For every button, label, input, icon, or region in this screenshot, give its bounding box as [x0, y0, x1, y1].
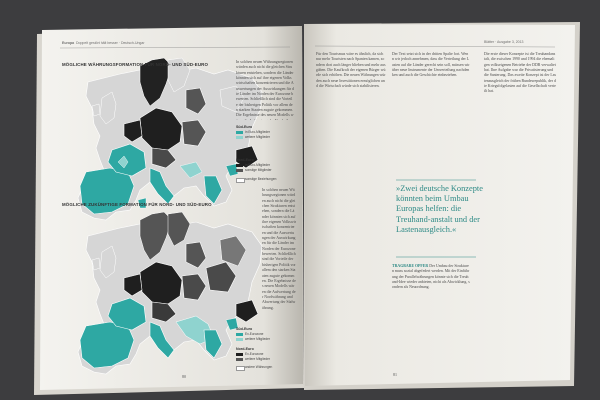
map1-legend-south-item-1: in Euro-Mitglieder	[245, 130, 270, 134]
map1-legend-note: sonstige Beziehungen	[245, 177, 277, 181]
map1-swatch-note	[236, 178, 245, 183]
map2-title: MÖGLICHE ZUKÜNFTIGE FORMATION FÜR NORD- UND SÜD-EURO	[62, 202, 212, 207]
right-page-column-3: Die erste dieser Konzepte ist die Treuhandanstalt, die zwischen 1990 und 1994 die ehemaligen volkseigenen Betriebe der DDR verwaltet hat. Ihre Aufgabe war die Privatisierung und die Sanierung. Das zweite Konzept ist der Lastenausgleich der frühen Bundesrepublik, der die Kriegsfolgelasten auf die Gesellschaft verteilt hat.	[484, 52, 556, 94]
map2-legend-north-item-2: weitere Mitglieder	[245, 357, 270, 361]
page-number-right: 81	[393, 372, 397, 377]
kicker-label: TRAGBARE OPFER	[392, 264, 429, 268]
map2-legend-note: andere Währungen	[245, 365, 273, 369]
right-page-column-2-bottom	[392, 264, 470, 368]
map2-legend-south-item-1: Ex-Eurozone	[245, 332, 264, 336]
map2-swatch-note	[236, 366, 245, 371]
right-page-column-2-top: Der Text setzt sich in der dritten Spalte fort. Wenn wir jedoch annehmen, dass die Verteilung der Lasten auf die Länder gerecht sein soll, müssen wir über neue Instrumente der Umverteilung nachdenken und auch die Geschichte einbeziehen.	[392, 52, 470, 78]
map2-legend-north-heading: Nord-Euro	[236, 347, 254, 351]
map2-swatch-south-2	[236, 338, 243, 341]
pull-quote: »Zwei deutsche Konzepte könnten beim Umbau Europas helfen: die Treuhand-anstalt und der Lastenausgleich.«	[396, 184, 483, 234]
map1-legend-north-item-2: sonstige Mitglieder	[245, 168, 272, 172]
map2-legend-south-item-2: weitere Mitglieder	[245, 337, 270, 341]
right-running-head: Blätter · Ausgabe 3, 2013	[484, 40, 524, 44]
left-running-head	[62, 41, 145, 45]
map1-swatch-south-2	[236, 136, 243, 139]
map1-legend-south-item-2: weitere Mitglieder	[245, 135, 270, 139]
section-subtitle: Doppelt gestört hält besser · Deutsch-Ungar	[76, 41, 145, 45]
map2-legend-north-item-1: Ex-Eurozone	[245, 352, 264, 356]
map2-swatch-south-1	[236, 333, 243, 336]
map1-swatch-south-1	[236, 131, 243, 134]
right-page-column-2-bottom-text: Der Umbau der Strukturen muss sozial abgefedert werden. Mit der Einführung der Parallelwährungen könnte sich die Treuhand-Idee wieder anbieten, nicht als Abwicklung, sondern als Neuordnung.	[392, 264, 470, 290]
map2-legend-south-heading: Süd-Euro	[236, 327, 253, 331]
left-page-column-mid: In solchen neuen Währungsregionen würden auch nicht die gleichen Strukturen entstehen, sondern die Länder könnten sich auf ihre eigenen Volkswirtschaften konzentrieren und die Auswertungen der Auswirkungen für die Länder im Norden der Eurozone bewerten. Schließlich sind die Vorteile der bisherigen Politik vor allem den starken Staaten zugute gekommen. Die Ergebnisse des neuen Modells wären die Aufwertung der Nordwährung und Abwertung der Südwährung.	[262, 188, 296, 310]
right-page-column-1: Für den Tourismus wäre es ähnlich, da sich nur mehr Touristen nach Spanien kamen, sondern dort auch länger blieben und mehr ausgäben. Die Kaufkraft der eigenen Bürger würde sich erhöhen. Die neuen Währungen würden auch neue Investitionen ermöglichen und die Wirtschaft würde sich stabilisieren.	[316, 52, 386, 89]
map2-swatch-north-2	[236, 358, 243, 361]
map2-swatch-north-1	[236, 353, 243, 356]
map1-legend-south-heading: Süd-Euro	[236, 125, 253, 129]
map1-title: MÖGLICHE WÄHRUNGSFORMATION FÜR NORD- UND SÜD-EURO	[62, 62, 209, 67]
section-label: Europa	[62, 41, 75, 45]
map1-legend-north-heading: Nord-Euro	[236, 158, 254, 162]
left-page-column-top: In solchen neuen Währungsregionen würden auch nicht die gleichen Strukturen entstehen, sondern die Länder könnten sich auf ihre eigenen Volkswirtschaften konzentrieren und die Auswertungen der Auswirkungen für die Länder im Norden der Eurozone bewerten. Schließlich sind die Vorteile der bisherigen Politik vor allem den starken Staaten zugute gekommen. Die Ergebnisse des neuen Modells w	[236, 60, 294, 118]
map1-swatch-north-1	[236, 164, 243, 167]
map1-legend-north-item-1: in Euro-Mitglieder	[245, 163, 270, 167]
page-number-left: 80	[182, 374, 186, 379]
map1-swatch-north-2	[236, 169, 243, 172]
